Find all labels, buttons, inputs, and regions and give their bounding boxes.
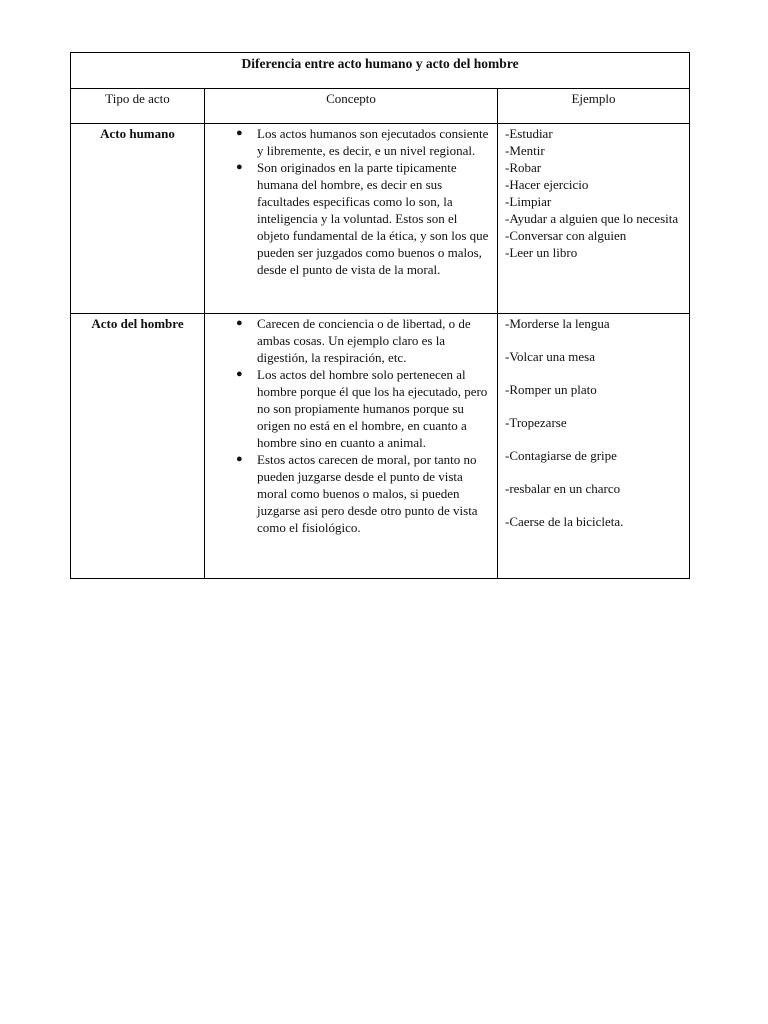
bullet-icon: ●: [236, 453, 243, 465]
example-cell: [498, 314, 690, 579]
example-item: -Romper un plato: [505, 382, 597, 397]
concept-list: [205, 314, 497, 536]
table-row-acto-del-hombre: [71, 314, 690, 579]
example-list: [498, 314, 689, 530]
bullet-icon: ●: [236, 161, 243, 173]
bullet-icon: ●: [236, 127, 243, 139]
row-type-label: Acto del hombre: [71, 314, 205, 579]
concept-text: Son originados en la parte tipicamente humana del hombre, es decir en sus facultades especificas como lo son, la inteligencia y la voluntad. Estos son el objeto fundamental de la ética, y son los que pueden ser juzgados como buenos o malos, desde el punto de vista de la moral.: [257, 160, 489, 277]
title-row: [71, 53, 690, 89]
example-item: -Ayudar a alguien que lo necesita: [505, 211, 679, 226]
example-item: -Contagiarse de gripe: [505, 448, 617, 463]
example-item: -Estudiar: [505, 126, 553, 141]
example-item: -Conversar con alguien: [505, 228, 627, 243]
concept-item: [205, 451, 491, 536]
example-item: -Limpiar: [505, 194, 552, 209]
bullet-icon: ●: [236, 317, 243, 329]
example-item: -Volcar una mesa: [505, 349, 596, 364]
table-row-acto-humano: [71, 124, 690, 314]
concept-text: Los actos humanos son ejecutados consiente y libremente, es decir, e un nivel regional.: [257, 126, 489, 158]
example-item: -resbalar en un charco: [505, 481, 621, 496]
bullet-icon: ●: [236, 368, 243, 380]
concept-list: [205, 124, 497, 278]
header-tipo-de-acto: Tipo de acto: [71, 89, 205, 124]
concept-item: [205, 159, 491, 278]
comparison-table: [70, 52, 690, 579]
concept-cell: [205, 124, 498, 314]
concept-text: Carecen de conciencia o de libertad, o de ambas cosas. Un ejemplo claro es la digestión, la respiración, etc.: [257, 316, 471, 365]
example-item: -Morderse la lengua: [505, 316, 610, 331]
example-item: -Caerse de la bicicleta.: [505, 514, 624, 529]
table-title: Diferencia entre acto humano y acto del hombre: [71, 53, 690, 89]
concept-item: [205, 125, 491, 159]
example-item: -Mentir: [505, 143, 545, 158]
concept-cell: [205, 314, 498, 579]
concept-text: Estos actos carecen de moral, por tanto no pueden juzgarse desde el punto de vista moral como buenos o malos, si pueden juzgarse asi pero desde otro punto de vista como el fisiológico.: [257, 452, 478, 535]
concept-item: [205, 366, 491, 451]
example-list: [498, 124, 689, 261]
example-item: -Hacer ejercicio: [505, 177, 589, 192]
row-type-label: Acto humano: [71, 124, 205, 314]
example-cell: [498, 124, 690, 314]
example-item: -Tropezarse: [505, 415, 567, 430]
concept-item: [205, 315, 491, 366]
header-row: [71, 89, 690, 124]
example-item: -Leer un libro: [505, 245, 578, 260]
header-concepto: Concepto: [205, 89, 498, 124]
header-ejemplo: Ejemplo: [498, 89, 690, 124]
concept-text: Los actos del hombre solo pertenecen al hombre porque él que los ha ejecutado, pero no son propiamente humanos porque su origen no está en el hombre, en cuanto a hombre sino en cuanto a animal.: [257, 367, 488, 450]
example-item: -Robar: [505, 160, 542, 175]
